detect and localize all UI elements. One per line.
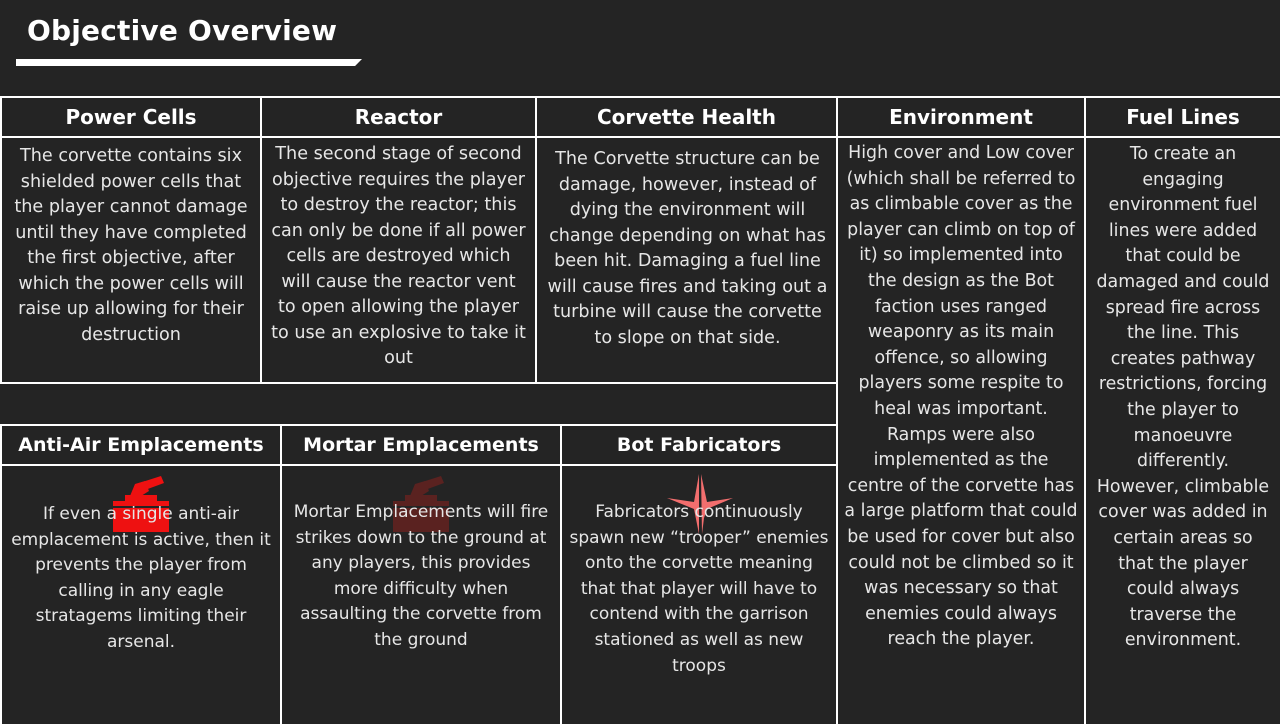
anti-air-heading: Anti-Air Emplacements <box>2 426 280 466</box>
environment-heading: Environment <box>838 98 1084 138</box>
power-cells-heading: Power Cells <box>2 98 260 138</box>
reactor-text: The second stage of second objective requires the player to destroy the reactor; this can only be done if all power cells are destroyed which will cause the reactor vent to open allowing the player to use an explosive to take it out <box>271 144 526 368</box>
page-title: Objective Overview <box>27 14 338 47</box>
reactor-panel <box>260 96 537 384</box>
environment-text: High cover and Low cover (which shall be referred to as climbable cover as the player can climb on top of it) so implemented into the design as the Bot faction uses ranged weaponry as its main offence, so allowing players some respite to heal was important. Ramps were also implemented as the centre of the corvette has a large platform that could be used for cover but also could not be climbed so it was necessary so that enemies could always reach the player. <box>844 143 1078 650</box>
mortar-heading: Mortar Emplacements <box>282 426 560 466</box>
power-cells-panel <box>0 96 262 384</box>
corvette-health-heading: Corvette Health <box>537 98 836 138</box>
anti-air-panel <box>0 424 282 726</box>
corvette-health-panel <box>535 96 838 384</box>
mortar-text: Mortar Emplacements will fire strikes down to the ground at any players, this provides more difficulty when assaulting the corvette from the ground <box>293 502 549 650</box>
reactor-heading: Reactor <box>262 98 535 138</box>
bot-fabricators-panel <box>560 424 838 726</box>
power-cells-text: The corvette contains six shielded power cells that the player cannot damage until they have completed the first objective, after which the power cells will raise up allowing for their destruction <box>14 146 248 345</box>
fuel-lines-panel <box>1084 96 1280 726</box>
environment-panel <box>836 96 1086 726</box>
title-underline <box>16 59 362 66</box>
fuel-lines-heading: Fuel Lines <box>1086 98 1280 138</box>
bot-fabricators-text: Fabricators continuously spawn new “trooper” enemies onto the corvette meaning that that player will have to contend with the garrison stationed as well as new troops <box>569 502 829 676</box>
corvette-health-text: The Corvette structure can be damage, however, instead of dying the environment will change depending on what has been hit. Damaging a fuel line will cause fires and taking out a turbine will cause the corvette to slope on that side. <box>547 149 828 348</box>
bot-fabricators-heading: Bot Fabricators <box>562 426 836 466</box>
fuel-lines-text: To create an engaging environment fuel lines were added that could be damaged and could spread fire across the line. This creates pathway restrictions, forcing the player to manoeuvre differently. However, climbable cover was added in certain areas so that the player could always traverse the environment. <box>1096 144 1270 651</box>
mortar-panel <box>280 424 562 726</box>
anti-air-text: If even a single anti-air emplacement is active, then it prevents the player from calling in any eagle stratagems limiting their arsenal. <box>11 504 271 652</box>
